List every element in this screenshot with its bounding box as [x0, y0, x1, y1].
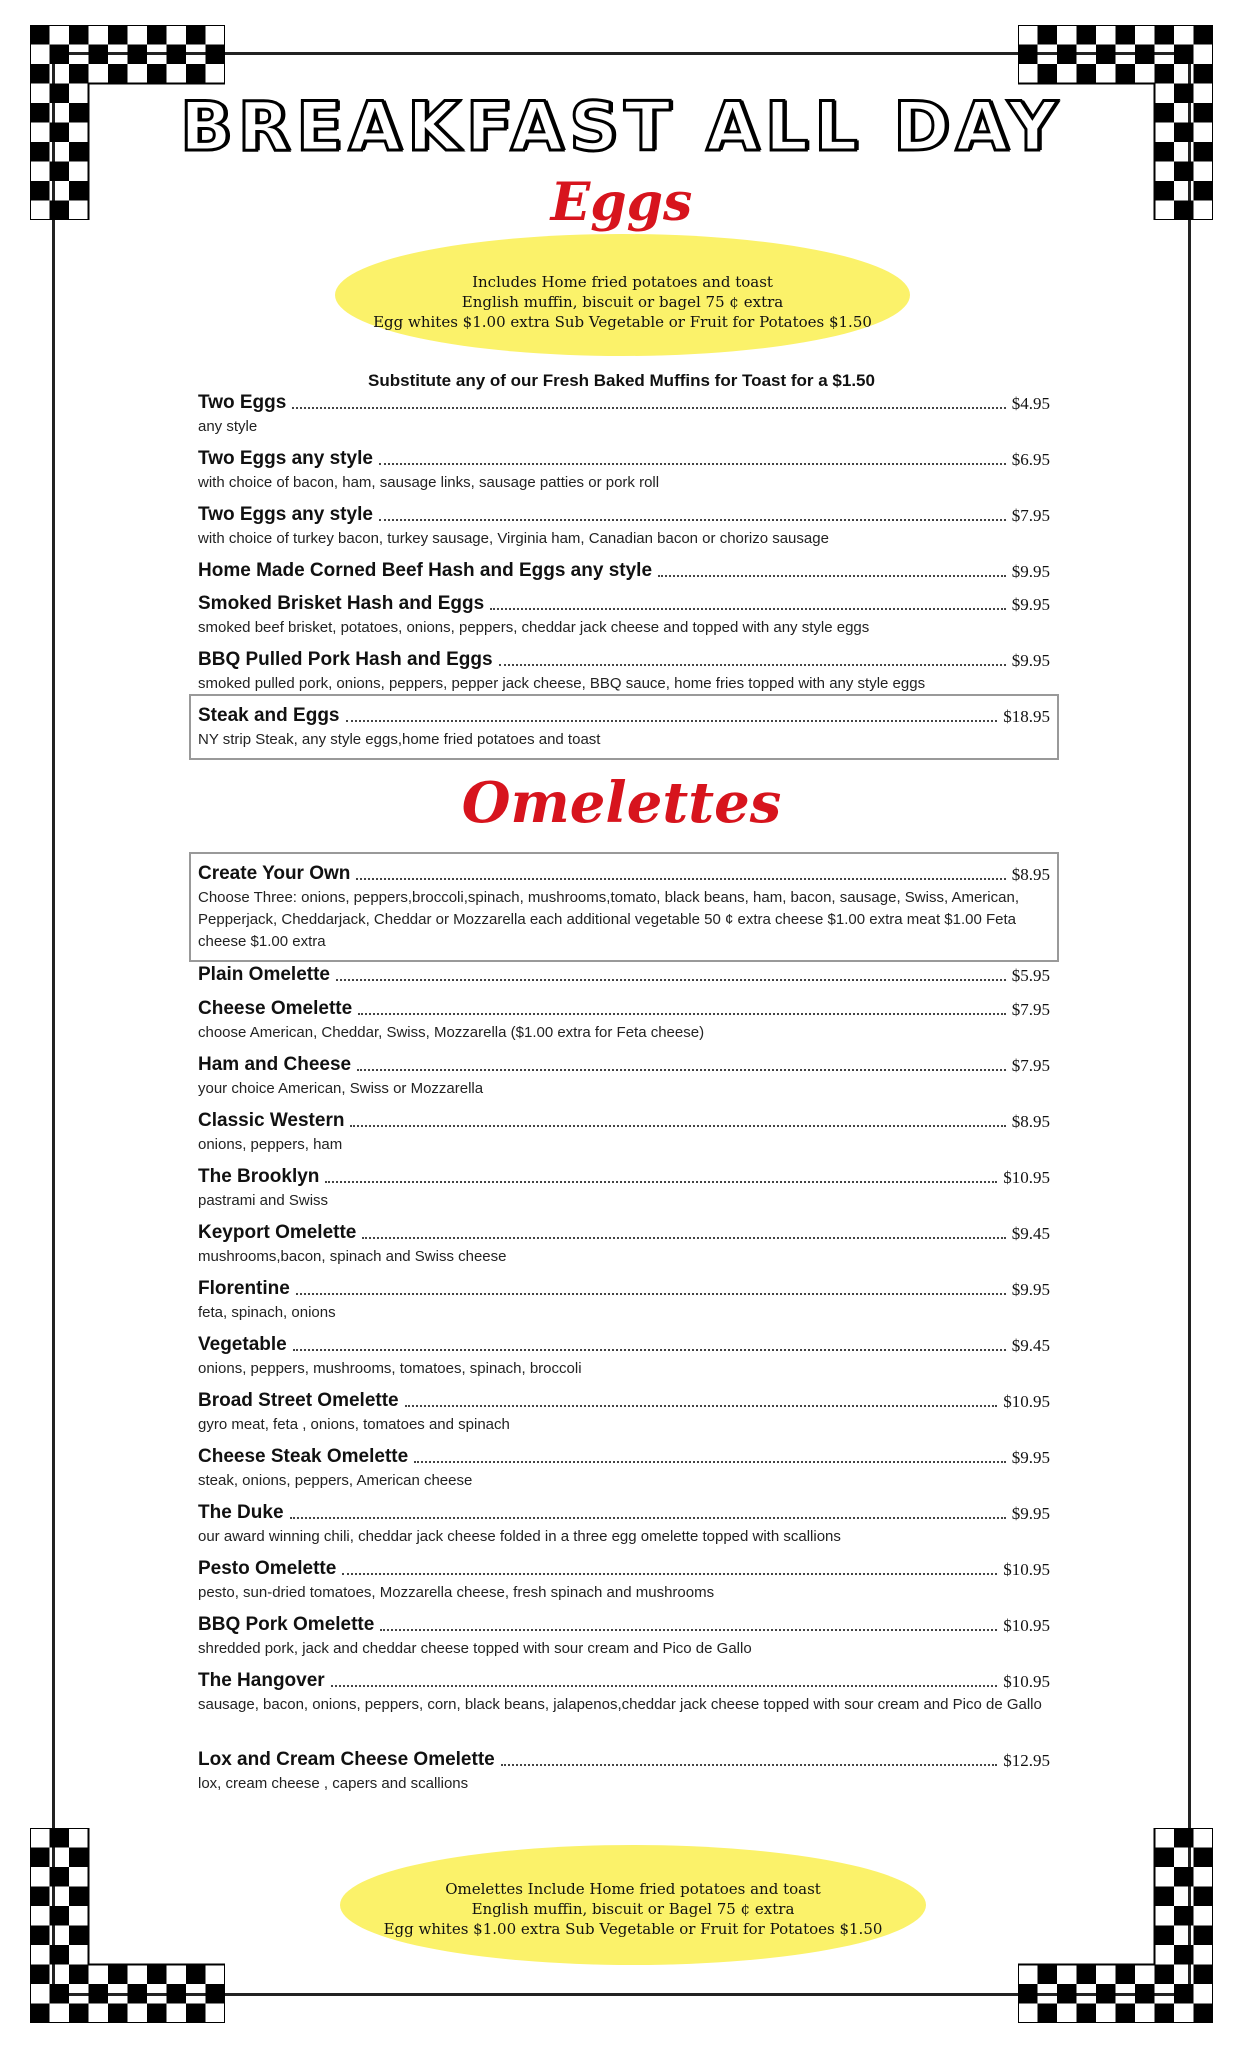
item-price: $4.95 — [1011, 394, 1050, 413]
eggs-section-title: Eggs — [550, 172, 693, 233]
item-description: Choose Three: onions, peppers,broccoli,spinach, mushrooms,tomato, black beans, ham, bacon, sausage, Swiss, American, Pepperjack, Cheddarjack, Cheddar or Mozzarella each additional vegetable 50 ¢ extra cheese $1.00 extra meat $1.00 Feta cheese $1.00 extra — [198, 889, 1019, 950]
item-price: $10.95 — [1003, 1616, 1050, 1635]
item-price: $9.95 — [1011, 1280, 1050, 1299]
menu-item — [198, 1747, 1050, 1795]
item-price: $9.95 — [1011, 1504, 1050, 1523]
menu-item — [198, 1052, 1050, 1100]
item-description: pastrami and Swiss — [198, 1192, 329, 1209]
eggs-oval-line: Egg whites $1.00 extra Sub Vegetable or Fruit for Potatoes $1.50 — [373, 313, 872, 331]
item-name: Smoked Brisket Hash and Eggs — [198, 593, 485, 614]
item-description: steak, onions, peppers, American cheese — [198, 1472, 473, 1489]
menu-item — [198, 1556, 1050, 1604]
menu-item — [198, 647, 1050, 695]
item-price: $7.95 — [1011, 1056, 1050, 1075]
dot-leader — [379, 463, 1006, 465]
menu-item — [198, 1108, 1050, 1156]
item-name: The Brooklyn — [198, 1166, 320, 1187]
item-name: Vegetable — [198, 1334, 287, 1355]
item-description: sausage, bacon, onions, peppers, corn, black beans, jalapenos,cheddar jack cheese topped with sour cream and Pico de Gallo — [198, 1696, 1042, 1713]
item-description: your choice American, Swiss or Mozzarella — [198, 1080, 484, 1097]
item-description: NY strip Steak, any style eggs,home fried potatoes and toast — [198, 731, 601, 748]
eggs-oval-line: Includes Home fried potatoes and toast — [472, 273, 773, 291]
dot-leader — [336, 979, 1006, 981]
item-price: $7.95 — [1011, 1000, 1050, 1019]
dot-leader — [296, 1293, 1006, 1295]
checker-corner-bottom-left — [30, 1828, 225, 2023]
item-name: Cheese Omelette — [198, 998, 353, 1019]
menu-item — [198, 996, 1050, 1044]
item-description: gyro meat, feta , onions, tomatoes and spinach — [198, 1416, 510, 1433]
dot-leader — [325, 1181, 997, 1183]
item-description: feta, spinach, onions — [198, 1304, 336, 1321]
item-description: our award winning chili, cheddar jack cheese folded in a three egg omelette topped with scallions — [198, 1528, 841, 1545]
menu-item — [198, 390, 1050, 438]
omelettes-oval-line: English muffin, biscuit or Bagel 75 ¢ extra — [471, 1900, 795, 1918]
menu-item — [198, 1220, 1050, 1268]
item-description: any style — [198, 418, 258, 435]
dot-leader — [414, 1461, 1006, 1463]
item-name: Two Eggs — [198, 392, 287, 413]
menu-item — [198, 1500, 1050, 1548]
item-price: $8.95 — [1011, 865, 1050, 884]
dot-leader — [342, 1573, 997, 1575]
dot-leader — [501, 1764, 998, 1766]
dot-leader — [490, 608, 1006, 610]
item-description: choose American, Cheddar, Swiss, Mozzarella ($1.00 extra for Feta cheese) — [198, 1024, 705, 1041]
dot-leader — [362, 1237, 1005, 1239]
item-price: $10.95 — [1003, 1560, 1050, 1579]
dot-leader — [356, 878, 1005, 880]
dot-leader — [290, 1517, 1006, 1519]
item-price: $9.95 — [1011, 595, 1050, 614]
item-name: Classic Western — [198, 1110, 345, 1131]
item-name: The Duke — [198, 1502, 284, 1523]
item-name: Broad Street Omelette — [198, 1390, 399, 1411]
menu-item — [198, 1444, 1050, 1492]
item-price: $10.95 — [1003, 1168, 1050, 1187]
menu-item — [198, 1332, 1050, 1380]
menu-item — [198, 1668, 1050, 1716]
menu-item — [198, 558, 1050, 582]
item-price: $9.95 — [1011, 562, 1050, 581]
item-description: onions, peppers, mushrooms, tomatoes, spinach, broccoli — [198, 1360, 582, 1377]
item-price: $9.95 — [1011, 651, 1050, 670]
omelettes-info-oval — [340, 1845, 926, 1965]
item-name: Cheese Steak Omelette — [198, 1446, 409, 1467]
item-description: lox, cream cheese , capers and scallions — [198, 1775, 469, 1792]
dot-leader — [658, 575, 1006, 577]
item-description: smoked pulled pork, onions, peppers, pepper jack cheese, BBQ sauce, home fries topped with any style eggs — [198, 675, 926, 692]
item-name: BBQ Pork Omelette — [198, 1614, 375, 1635]
menu-item — [198, 1612, 1050, 1660]
item-name: Lox and Cream Cheese Omelette — [198, 1749, 495, 1770]
item-description: with choice of bacon, ham, sausage links, sausage patties or pork roll — [198, 474, 660, 491]
menu-item — [198, 446, 1050, 494]
dot-leader — [499, 664, 1006, 666]
item-price: $12.95 — [1003, 1751, 1050, 1770]
item-name: BBQ Pulled Pork Hash and Eggs — [198, 649, 493, 670]
dot-leader — [357, 1069, 1006, 1071]
dot-leader — [293, 1349, 1006, 1351]
eggs-info-oval — [335, 234, 910, 356]
dot-leader — [358, 1013, 1006, 1015]
dot-leader — [331, 1685, 998, 1687]
item-price: $8.95 — [1011, 1112, 1050, 1131]
dot-leader — [350, 1125, 1005, 1127]
item-price: $9.95 — [1011, 1448, 1050, 1467]
item-name: Create Your Own — [198, 863, 351, 884]
featured-menu-item — [198, 703, 1050, 751]
item-name: Two Eggs any style — [198, 448, 373, 469]
eggs-oval-line: English muffin, biscuit or bagel 75 ¢ extra — [461, 293, 784, 311]
menu-item — [198, 502, 1050, 550]
item-description: mushrooms,bacon, spinach and Swiss cheese — [198, 1248, 507, 1265]
dot-leader — [292, 407, 1005, 409]
menu-item — [198, 1164, 1050, 1212]
item-description: onions, peppers, ham — [198, 1136, 343, 1153]
featured-menu-item — [198, 861, 1050, 953]
dot-leader — [380, 1629, 997, 1631]
item-name: Florentine — [198, 1278, 290, 1299]
omelettes-oval-line: Omelettes Include Home fried potatoes and toast — [445, 1880, 821, 1898]
omelettes-section-title: Omelettes — [461, 770, 782, 836]
menu-item — [198, 591, 1050, 639]
item-description: smoked beef brisket, potatoes, onions, peppers, cheddar jack cheese and topped with any style eggs — [198, 619, 870, 636]
item-name: Two Eggs any style — [198, 504, 373, 525]
muffin-substitute-note: Substitute any of our Fresh Baked Muffins for Toast for a $1.50 — [368, 371, 875, 390]
item-price: $18.95 — [1003, 707, 1050, 726]
menu-item — [198, 1276, 1050, 1324]
item-name: Home Made Corned Beef Hash and Eggs any style — [198, 560, 653, 581]
menu-item — [198, 962, 1050, 986]
item-name: Pesto Omelette — [198, 1558, 337, 1579]
dot-leader — [379, 519, 1006, 521]
item-price: $9.45 — [1011, 1336, 1050, 1355]
omelettes-oval-line: Egg whites $1.00 extra Sub Vegetable or Fruit for Potatoes $1.50 — [383, 1920, 883, 1938]
page-title: BREAKFAST ALL DAY — [179, 88, 1064, 167]
item-description: pesto, sun-dried tomatoes, Mozzarella cheese, fresh spinach and mushrooms — [198, 1584, 715, 1601]
item-price: $6.95 — [1011, 450, 1050, 469]
item-price: $10.95 — [1003, 1672, 1050, 1691]
item-name: The Hangover — [198, 1670, 325, 1691]
item-name: Ham and Cheese — [198, 1054, 352, 1075]
item-name: Keyport Omelette — [198, 1222, 357, 1243]
item-description: shredded pork, jack and cheddar cheese topped with sour cream and Pico de Gallo — [198, 1640, 752, 1657]
menu-item — [198, 1388, 1050, 1436]
item-price: $7.95 — [1011, 506, 1050, 525]
dot-leader — [405, 1405, 998, 1407]
item-price: $5.95 — [1011, 966, 1050, 985]
dot-leader — [346, 720, 998, 722]
item-price: $9.45 — [1011, 1224, 1050, 1243]
item-price: $10.95 — [1003, 1392, 1050, 1411]
item-name: Steak and Eggs — [198, 705, 340, 726]
item-description: with choice of turkey bacon, turkey sausage, Virginia ham, Canadian bacon or chorizo sausage — [198, 530, 829, 547]
checker-corner-bottom-right — [1018, 1828, 1213, 2023]
item-name: Plain Omelette — [198, 964, 330, 985]
